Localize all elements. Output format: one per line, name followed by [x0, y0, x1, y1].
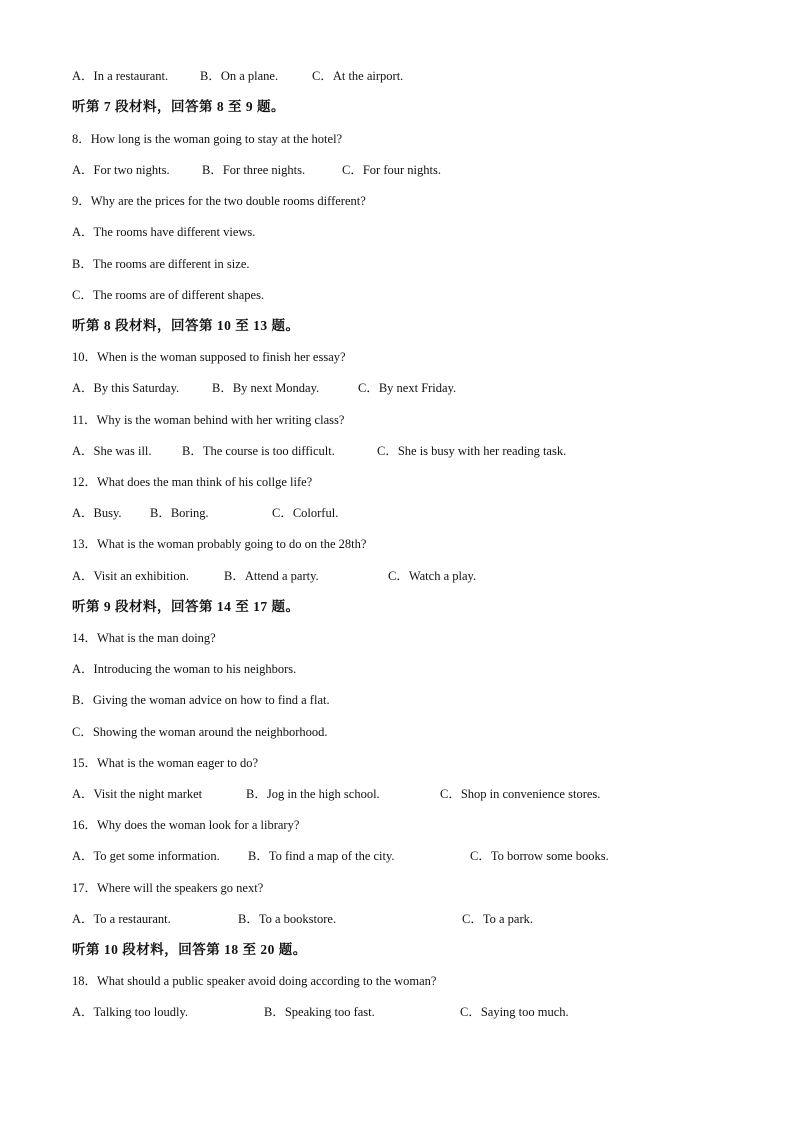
answer-option: B．To a bookstore.: [238, 912, 337, 926]
question-line: 16．Why does the woman look for a library?: [72, 818, 300, 832]
answer-option: A．To a restaurant.: [72, 912, 171, 926]
question-line: 18．What should a public speaker avoid doing according to the woman?: [72, 974, 437, 988]
question-line: 8．How long is the woman going to stay at the hotel?: [72, 132, 343, 146]
question-line: 13．What is the woman probably going to do on the 28th?: [72, 537, 367, 551]
answer-option: A．In a restaurant.: [72, 69, 169, 83]
answer-option: C．Colorful.: [272, 506, 339, 520]
answer-option: C．Shop in convenience stores.: [440, 787, 601, 801]
options-row: [72, 443, 752, 459]
answer-option: A．By this Saturday.: [72, 381, 180, 395]
section-header: 听第 7 段材料，回答第 8 至 9 题。: [72, 99, 285, 114]
answer-option: C．By next Friday.: [358, 381, 457, 395]
section-header: 听第 8 段材料，回答第 10 至 13 题。: [72, 318, 300, 333]
options-row: [72, 568, 752, 584]
question-line: 9．Why are the prices for the two double rooms different?: [72, 194, 366, 208]
answer-option: C．She is busy with her reading task.: [377, 444, 567, 458]
answer-option: B．The course is too difficult.: [182, 444, 335, 458]
answer-option: A．For two nights.: [72, 163, 170, 177]
options-row: [72, 162, 752, 178]
answer-option: B．For three nights.: [202, 163, 306, 177]
question-line: 10．When is the woman supposed to finish her essay?: [72, 350, 346, 364]
question-line: A．Introducing the woman to his neighbors.: [72, 662, 297, 676]
answer-option: B．Boring.: [150, 506, 209, 520]
answer-option: C．At the airport.: [312, 69, 404, 83]
question-line: 15．What is the woman eager to do?: [72, 756, 259, 770]
question-line: 12．What does the man think of his collge life?: [72, 475, 313, 489]
section-header: 听第 9 段材料，回答第 14 至 17 题。: [72, 599, 300, 614]
answer-option: C．To a park.: [462, 912, 533, 926]
answer-option: A．Visit the night market: [72, 787, 203, 801]
options-row: [72, 1004, 752, 1020]
question-line: A．The rooms have different views.: [72, 225, 256, 239]
answer-option: C．Saying too much.: [460, 1005, 569, 1019]
question-line: C．Showing the woman around the neighborhood.: [72, 725, 328, 739]
answer-option: B．Attend a party.: [224, 569, 319, 583]
answer-option: C．To borrow some books.: [470, 849, 609, 863]
options-row: [72, 68, 752, 84]
answer-option: B．To find a map of the city.: [248, 849, 395, 863]
options-row: [72, 911, 752, 927]
question-line: 14．What is the man doing?: [72, 631, 216, 645]
question-line: B．The rooms are different in size.: [72, 257, 250, 271]
answer-option: B．On a plane.: [200, 69, 279, 83]
question-line: 11．Why is the woman behind with her writing class?: [72, 413, 345, 427]
answer-option: A．Busy.: [72, 506, 122, 520]
answer-option: A．Talking too loudly.: [72, 1005, 189, 1019]
question-line: C．The rooms are of different shapes.: [72, 288, 265, 302]
options-row: [72, 848, 752, 864]
answer-option: A．She was ill.: [72, 444, 152, 458]
section-header: 听第 10 段材料，回答第 18 至 20 题。: [72, 942, 307, 957]
options-row: [72, 786, 752, 802]
question-line: B．Giving the woman advice on how to find a flat.: [72, 693, 330, 707]
answer-option: A．To get some information.: [72, 849, 220, 863]
options-row: [72, 380, 752, 396]
answer-option: B．Jog in the high school.: [246, 787, 380, 801]
options-row: [72, 505, 752, 521]
question-line: 17．Where will the speakers go next?: [72, 881, 264, 895]
answer-option: C．For four nights.: [342, 163, 441, 177]
answer-option: A．Visit an exhibition.: [72, 569, 189, 583]
answer-option: C．Watch a play.: [388, 569, 477, 583]
answer-option: B．By next Monday.: [212, 381, 320, 395]
answer-option: B．Speaking too fast.: [264, 1005, 375, 1019]
